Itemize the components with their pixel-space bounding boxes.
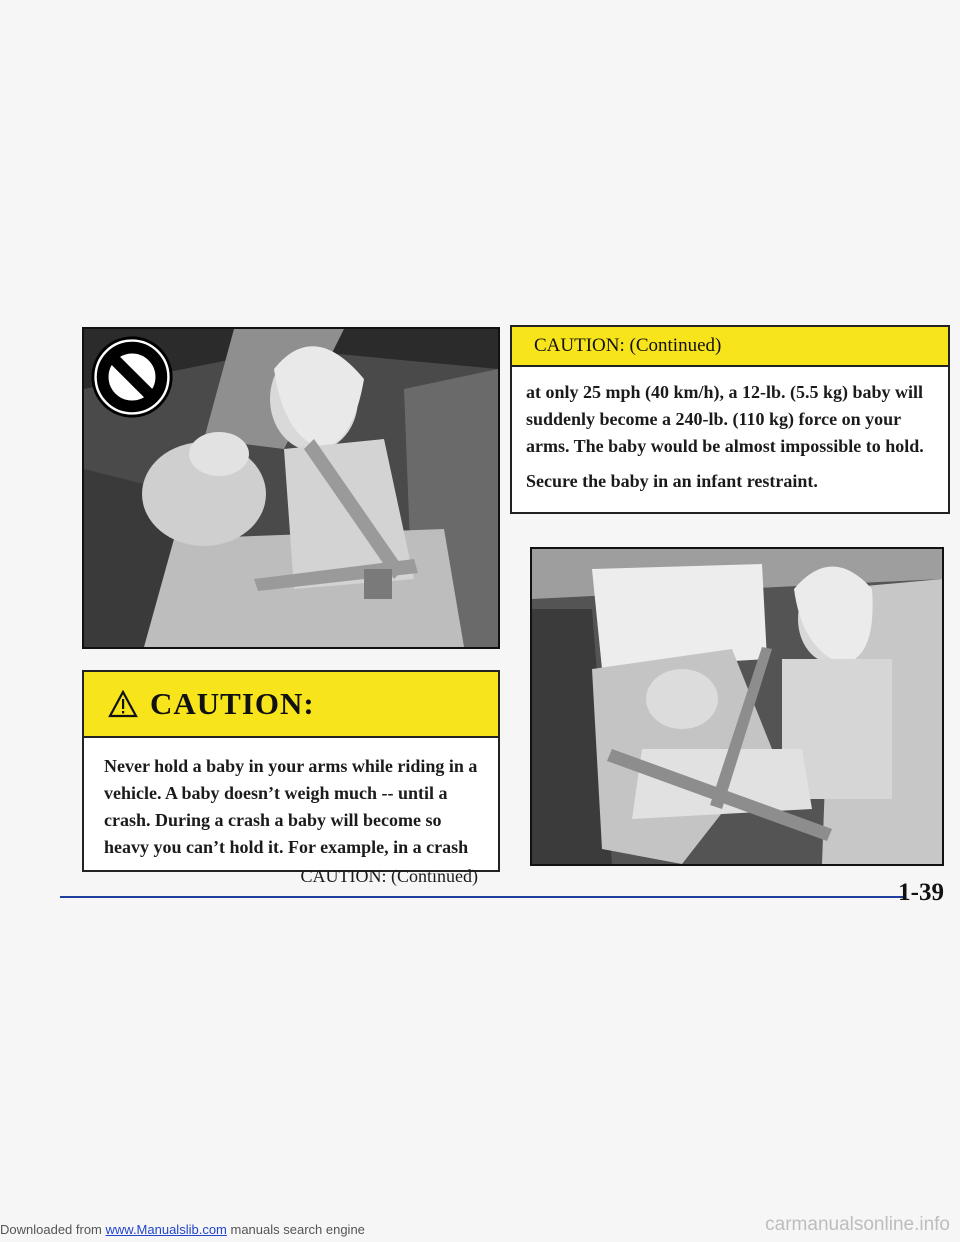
warning-triangle-icon — [108, 690, 138, 718]
caution-header — [84, 672, 498, 738]
caution-header-label: CAUTION: — [150, 686, 315, 721]
caution-body — [512, 367, 948, 495]
illustration-infant-restraint — [530, 547, 944, 866]
caution-continued-label: CAUTION: (Continued) — [300, 866, 478, 886]
prohibition-icon — [88, 333, 176, 421]
caution-box-left — [82, 670, 500, 886]
caution-body — [84, 738, 498, 890]
manualslib-link[interactable]: www.Manualslib.com — [105, 1222, 227, 1237]
watermark: carmanualsonline.info — [765, 1214, 950, 1235]
caution-continued-header: CAUTION: (Continued) — [512, 327, 948, 367]
caution-text-2: Secure the baby in an infant restraint. — [526, 471, 818, 491]
caution-text: Never hold a baby in your arms while riding in a vehicle. A baby doesn’t weigh much -- until a crash. During a crash a baby will become so heavy you can’t hold it. For example, in a crash — [104, 756, 478, 857]
footer-rule — [60, 896, 904, 898]
caution-text-1: at only 25 mph (40 km/h), a 12-lb. (5.5 kg) baby will suddenly become a 240-lb. (110 kg) force on your arms. The baby would be almost impossible to hold. — [526, 382, 924, 456]
illustration-baby-in-arms — [82, 327, 500, 649]
source-prefix: Downloaded from — [0, 1222, 106, 1237]
source-suffix: manuals search engine — [226, 1222, 365, 1237]
page-number: 1-39 — [898, 879, 944, 906]
source-line — [0, 1222, 365, 1237]
caution-box-right — [510, 325, 950, 514]
